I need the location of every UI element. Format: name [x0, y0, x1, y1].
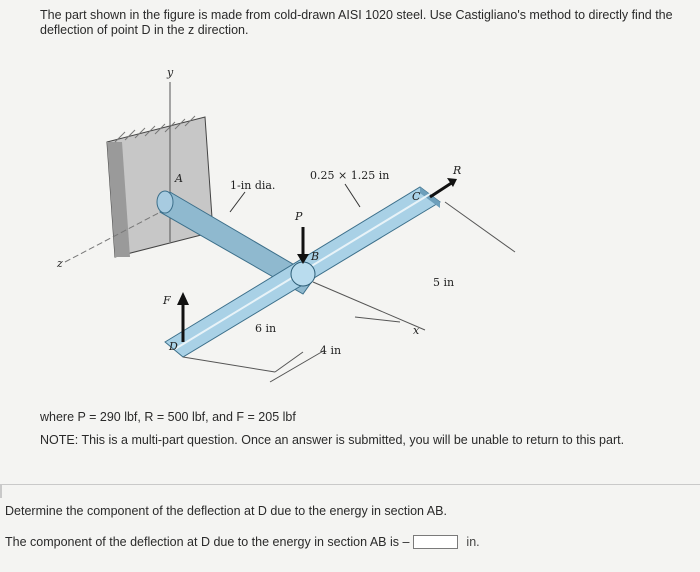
answer-row: [5, 535, 480, 549]
label-b: B: [311, 250, 320, 263]
diameter-label: 1-in dia.: [230, 179, 276, 192]
label-c: C: [412, 190, 421, 203]
label-r: R: [453, 164, 462, 177]
note-text: NOTE: This is a multi-part question. Once an answer is submitted, you will be unable to return to this part.: [40, 433, 625, 447]
section-divider: [0, 484, 700, 498]
dim-5in: 5 in: [433, 276, 455, 289]
dim-4in: 4 in: [320, 344, 342, 357]
problem-statement: The part shown in the figure is made from cold-drawn AISI 1020 steel. Use Castigliano's method to directly find the deflection of point D in the z direction.: [40, 8, 673, 37]
force-r-arrow: [430, 178, 457, 197]
answer-prompt: The component of the deflection at D due to the energy in section AB is –: [5, 535, 410, 549]
x-axis-label: x: [413, 324, 420, 337]
given-values: where P = 290 lbf, R = 500 lbf, and F = 205 lbf: [40, 410, 296, 424]
question-text: Determine the component of the deflection at D due to the energy in section AB.: [5, 504, 447, 518]
label-d: D: [169, 340, 178, 353]
label-p: P: [295, 210, 303, 223]
answer-unit: in.: [466, 535, 480, 549]
section-label: 0.25 × 1.25 in: [310, 169, 390, 182]
y-axis-label: y: [167, 66, 174, 79]
dim-6in: 6 in: [255, 322, 277, 335]
label-a: A: [175, 172, 183, 185]
shaft-diagram: [55, 62, 525, 402]
problem-figure: [55, 62, 525, 402]
wall-support: [107, 116, 213, 257]
label-f: F: [163, 294, 171, 307]
z-axis-label: z: [57, 257, 63, 270]
joint-b: [291, 262, 315, 286]
answer-input[interactable]: [413, 535, 458, 549]
